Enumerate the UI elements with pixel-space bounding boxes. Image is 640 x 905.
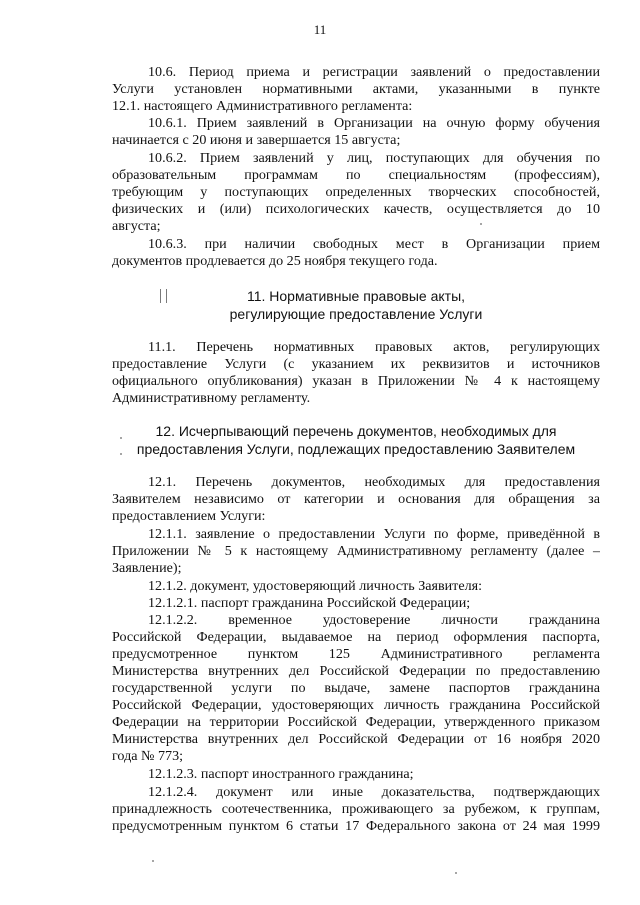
scan-mark	[166, 289, 167, 303]
paragraph-12-1-2-2-line-4: Министерства внутренних дел Российской Федерации по предоставлению	[112, 663, 600, 679]
paragraph-12-1-2-4-line-1: 12.1.2.4. документ или иные доказательства, подтверждающих	[148, 784, 600, 800]
page-number: 11	[313, 22, 327, 37]
paragraph-12-1-2: 12.1.2. документ, удостоверяющий личность Заявителя:	[148, 578, 483, 594]
paragraph-10-6-1-line-1: 10.6.1. Прием заявлений в Организации на очную форму обучения	[148, 115, 600, 131]
section-11-heading-line-1: 11. Нормативные правовые акты,	[246, 288, 466, 304]
paragraph-10-6-line-3: 12.1. настоящего Административного регламента:	[112, 98, 413, 114]
paragraph-10-6-line-1: 10.6. Период приема и регистрации заявлений о предоставлении	[148, 64, 600, 80]
paragraph-12-1-2-2-line-8: Министерства внутренних дел Российской Федерации от 16 ноября 2020	[112, 731, 600, 747]
paragraph-12-1-2-2-line-1: 12.1.2.2. временное удостоверение личности гражданина	[148, 612, 600, 628]
paragraph-12-1-1-line-1: 12.1.1. заявление о предоставлении Услуги по форме, приведённой в	[148, 526, 600, 542]
scan-speck	[455, 872, 457, 874]
paragraph-12-1-2-4-line-2: принадлежность соотечественника, проживающего за рубежом, к группам,	[112, 801, 600, 817]
scan-speck	[120, 453, 122, 455]
paragraph-10-6-3-line-2: документов продлевается до 25 ноября текущего года.	[112, 253, 438, 269]
paragraph-12-1-line-2: Заявителем независимо от категории и основания для обращения за	[112, 491, 600, 507]
paragraph-10-6-2-line-3: требующим у поступающих определенных творческих способностей,	[112, 184, 600, 200]
paragraph-12-1-line-1: 12.1. Перечень документов, необходимых для предоставления	[148, 474, 600, 490]
section-11-heading-line-2: регулирующие предоставление Услуги	[229, 306, 483, 322]
scan-mark	[160, 289, 161, 303]
paragraph-12-1-2-2-line-6: Российской Федерации, удостоверяющих личность гражданина Российской	[112, 697, 600, 713]
paragraph-10-6-2-line-5: августа;	[112, 218, 161, 234]
paragraph-12-1-2-2-line-2: Российской Федерации, выдаваемое на период оформления паспорта,	[112, 629, 600, 645]
paragraph-12-1-2-2-line-5: государственной услуги по выдаче, замене паспортов гражданина	[112, 680, 600, 696]
paragraph-12-1-2-2-line-9: года № 773;	[112, 748, 184, 764]
scan-speck	[480, 223, 482, 225]
paragraph-12-1-2-2-line-3: предусмотренное пунктом 125 Административного регламента	[112, 646, 600, 662]
paragraph-12-1-1-line-3: Заявление);	[112, 560, 182, 576]
paragraph-10-6-2-line-1: 10.6.2. Прием заявлений у лиц, поступающих для обучения по	[148, 150, 600, 166]
paragraph-10-6-2-line-4: физических и (или) психологических качеств, осуществляется до 10	[112, 201, 600, 217]
scan-speck	[120, 437, 122, 439]
paragraph-10-6-line-2: Услуги установлен нормативными актами, указанными в пункте	[112, 81, 600, 97]
paragraph-10-6-3-line-1: 10.6.3. при наличии свободных мест в Организации прием	[148, 236, 600, 252]
paragraph-12-1-2-4-line-3: предусмотренным пунктом 6 статьи 17 Федерального закона от 24 мая 1999	[112, 818, 600, 834]
paragraph-12-1-line-3: предоставлением Услуги:	[112, 508, 266, 524]
paragraph-10-6-1-line-2: начинается с 20 июня и завершается 15 августа;	[112, 132, 401, 148]
paragraph-11-1-line-4: Административному регламенту.	[112, 390, 311, 406]
paragraph-12-1-2-3: 12.1.2.3. паспорт иностранного гражданина;	[148, 766, 414, 782]
paragraph-11-1-line-2: предоставление Услуги (с указанием их реквизитов и источников	[112, 356, 600, 372]
scan-speck	[152, 860, 154, 862]
paragraph-11-1-line-1: 11.1. Перечень нормативных правовых актов, регулирующих	[148, 339, 600, 355]
section-12-heading-line-1: 12. Исчерпывающий перечень документов, необходимых для	[155, 423, 557, 439]
paragraph-10-6-2-line-2: образовательным программам по специальностям (профессиям),	[112, 167, 600, 183]
section-12-heading-line-2: предоставления Услуги, подлежащих предоставлению Заявителем	[136, 441, 576, 457]
paragraph-11-1-line-3: официального опубликования) указан в Приложении № 4 к настоящему	[112, 373, 600, 389]
paragraph-12-1-1-line-2: Приложении № 5 к настоящему Административному регламенту (далее –	[112, 543, 600, 559]
paragraph-12-1-2-2-line-7: Федерации на территории Российской Федерации, утвержденного приказом	[112, 714, 600, 730]
paragraph-12-1-2-1: 12.1.2.1. паспорт гражданина Российской Федерации;	[148, 595, 471, 611]
